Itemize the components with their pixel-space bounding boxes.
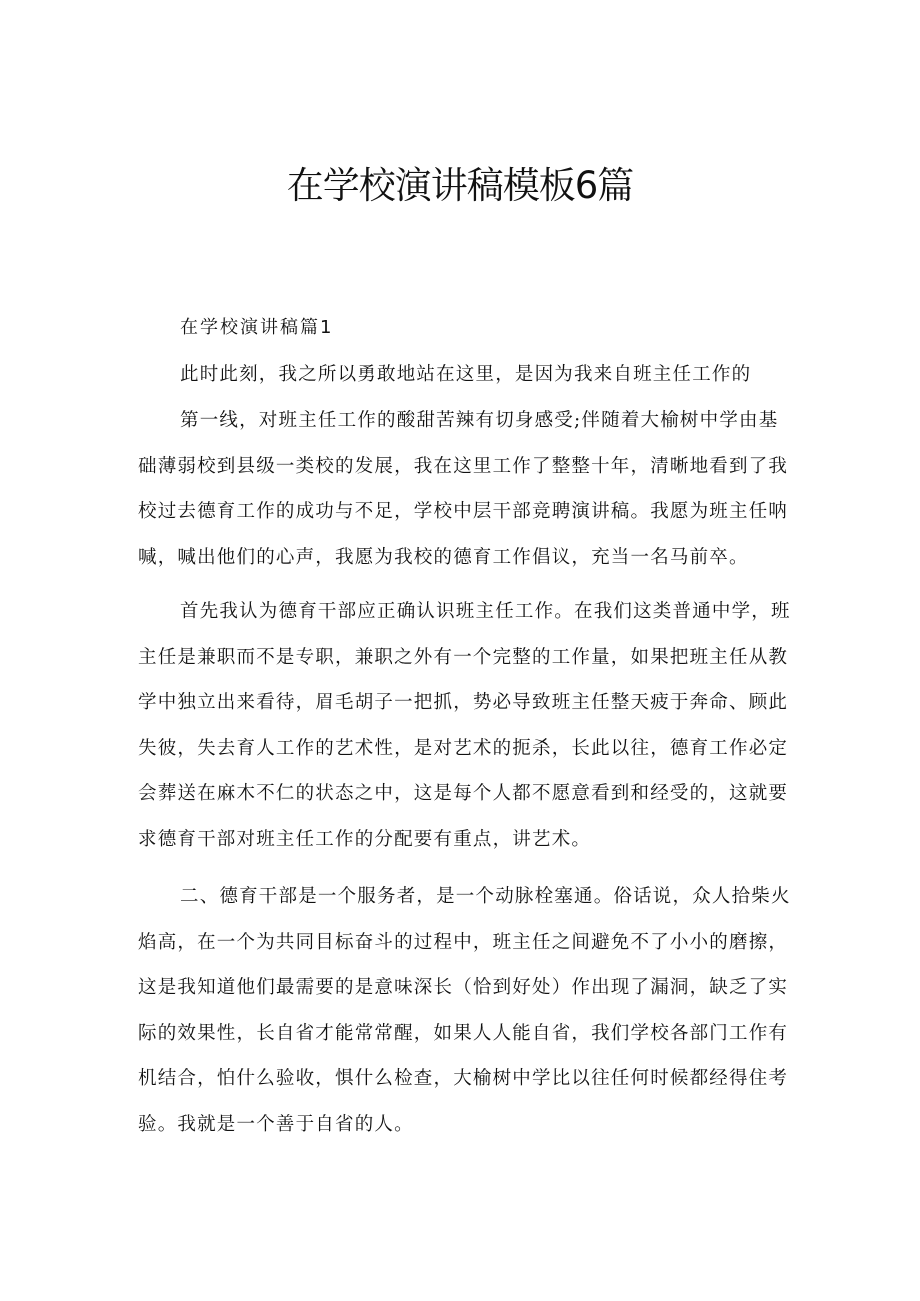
- paragraph-3: 二、德育干部是一个服务者，是一个动脉栓塞通。俗话说，众人拾柴火焰高，在一个为共同目标奋斗的过程中，班主任之间避免不了小小的磨擦，这是我知道他们最需要的是意味深长（恰到好处）作出现了漏洞，缺乏了实际的效果性，长自省才能常常醒，如果人人能自省，我们学校各部门工作有机结合，怕什么验收，惧什么检查，大榆树中学比以往任何时候都经得住考验。我就是一个善于自省的人。: [138, 886, 791, 1135]
- paragraph-2: 首先我认为德育干部应正确认识班主任工作。在我们这类普通中学，班主任是兼职而不是专职，兼职之外有一个完整的工作量，如果把班主任从教学中独立出来看待，眉毛胡子一把抓，势必导致班主任整天疲于奔命、顾此失彼，失去育人工作的艺术性，是对艺术的扼杀，长此以往，德育工作必定会葬送在麻木不仁的状态之中，这是每个人都不愿意看到和经受的，这就要求德育干部对班主任工作的分配要有重点，讲艺术。: [138, 601, 791, 850]
- document-title: 在学校演讲稿模板6篇: [286, 164, 634, 207]
- section-heading: 在学校演讲稿篇1: [180, 317, 334, 338]
- paragraph-intro-line: 此时此刻，我之所以勇敢地站在这里，是因为我来自班主任工作的: [180, 364, 752, 385]
- paragraph-1: 第一线，对班主任工作的酸甜苦辣有切身感受;伴随着大榆树中学由基础薄弱校到县级一类校的发展，我在这里工作了整整十年，清晰地看到了我校过去德育工作的成功与不足，学校中层干部竞聘演讲稿。我愿为班主任呐喊，喊出他们的心声，我愿为我校的德育工作倡议，充当一名马前卒。: [138, 410, 789, 568]
